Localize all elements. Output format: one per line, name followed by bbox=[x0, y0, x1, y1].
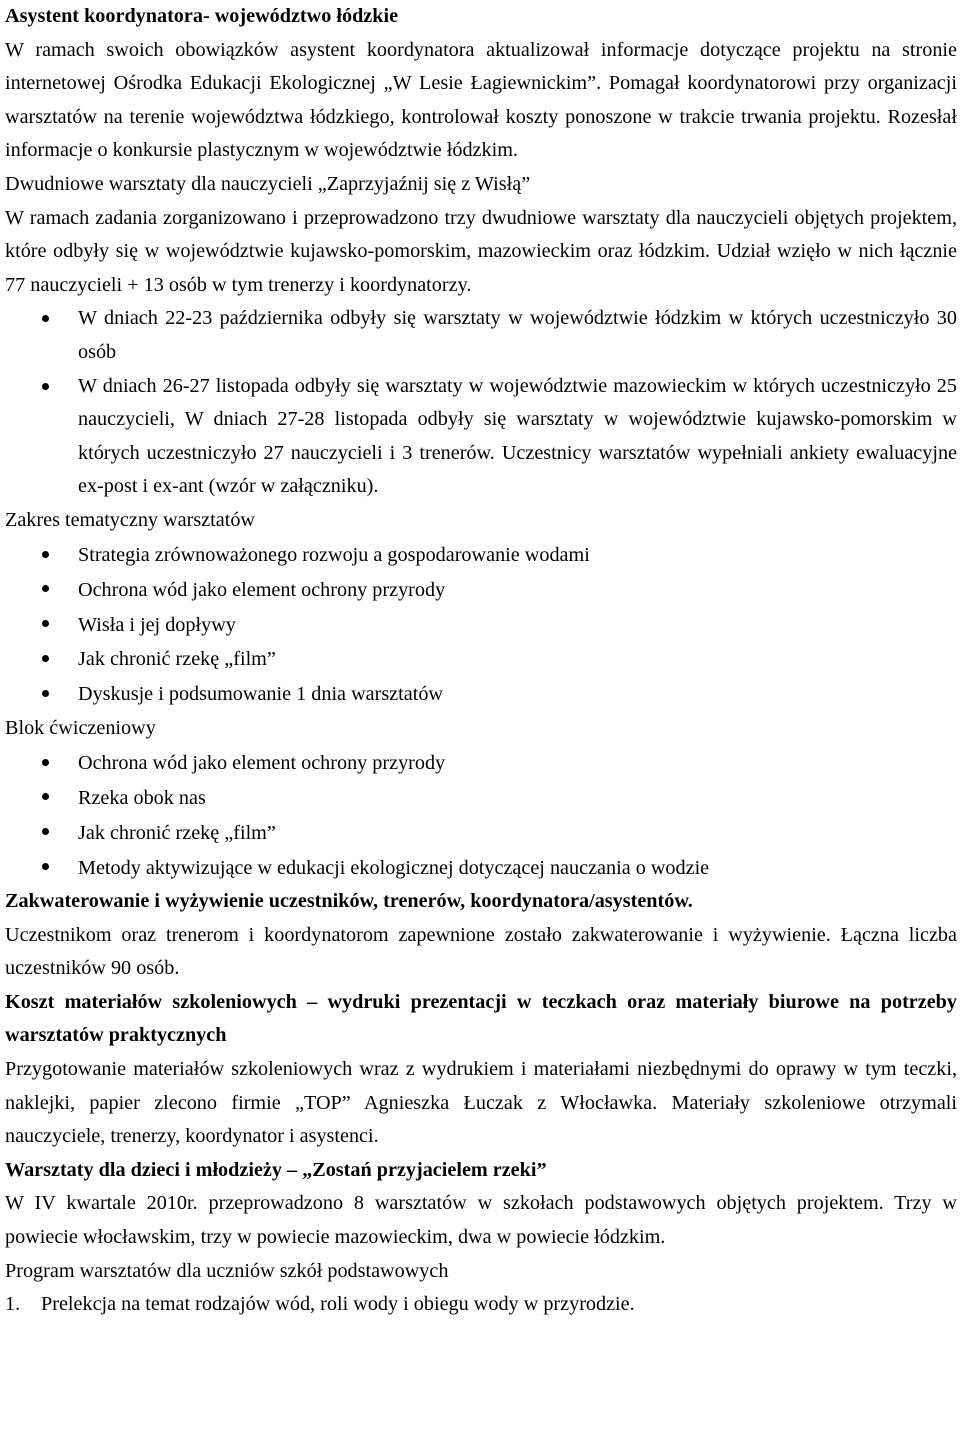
bullet-icon bbox=[42, 315, 49, 322]
topics-list bbox=[5, 538, 957, 712]
list-item-text: Jak chronić rzekę „film” bbox=[78, 821, 276, 844]
bullet-icon bbox=[42, 759, 49, 766]
list-item-text: W dniach 26-27 listopada odbyły się warsztaty w województwie mazowieckim w których uczestniczyło 25 nauczycieli, W dniach 27-28 listopada odbyły się warsztaty w województwie kujawsko-pomorskim w których uczestniczyło 27 nauczycieli i 3 trenerów. Uczestnicy warsztatów wypełniali ankiety ewaluacyjne ex-post i ex-ant (wzór w załączniku). bbox=[78, 374, 957, 498]
materials-paragraph: Przygotowanie materiałów szkoleniowych wraz z wydrukiem i materiałami niezbędnymi do oprawy w tym teczki, naklejki, papier zlecono firmie „TOP” Agnieszka Łuczak z Włocławka. Materiały szkoleniowe otrzymali nauczyciele, trenerzy, koordynator i asystenci. bbox=[5, 1058, 957, 1148]
bullet-icon bbox=[42, 793, 49, 800]
document-page bbox=[5, 0, 957, 1322]
program-title: Program warsztatów dla uczniów szkół podstawowych bbox=[5, 1259, 449, 1282]
bullet-icon bbox=[42, 383, 49, 390]
list-item-text: Jak chronić rzekę „film” bbox=[78, 648, 276, 671]
list-item bbox=[5, 1288, 957, 1322]
program-list bbox=[5, 1288, 957, 1322]
bullet-icon bbox=[42, 828, 49, 835]
list-item-text: Strategia zrównoważonego rozwoju a gospodarowanie wodami bbox=[78, 543, 590, 566]
list-item bbox=[5, 607, 957, 642]
section-heading-materials: Koszt materiałów szkoleniowych – wydruki prezentacji w teczkach oraz materiały biurowe na potrzeby warsztatów praktycznych bbox=[5, 990, 957, 1047]
workshops-paragraph: W ramach zadania zorganizowano i przeprowadzono trzy dwudniowe warsztaty dla nauczycieli objętych projektem, które odbyły się w województwie kujawsko-pomorskim, mazowieckim oraz łódzkim. Udział wzięło w nich łącznie 77 nauczycieli + 13 osób w tym trenerzy i koordynatorzy. bbox=[5, 206, 957, 296]
list-item-text: Ochrona wód jako element ochrony przyrody bbox=[78, 578, 446, 601]
bullet-icon bbox=[42, 585, 49, 592]
bullet-icon bbox=[42, 690, 49, 697]
workshops-title: Dwudniowe warsztaty dla nauczycieli „Zaprzyjaźnij się z Wisłą” bbox=[5, 172, 531, 195]
list-item bbox=[5, 850, 957, 885]
list-item-text: Ochrona wód jako element ochrony przyrody bbox=[78, 751, 446, 774]
list-item bbox=[5, 538, 957, 573]
list-item bbox=[5, 677, 957, 712]
bullet-icon bbox=[42, 655, 49, 662]
section-heading-accommodation: Zakwaterowanie i wyżywienie uczestników, trenerów, koordynatora/asystentów. bbox=[5, 890, 693, 913]
list-item bbox=[5, 572, 957, 607]
list-item-text: Prelekcja na temat rodzajów wód, roli wody i obiegu wody w przyrodzie. bbox=[41, 1293, 635, 1316]
list-item bbox=[5, 815, 957, 850]
bullet-icon bbox=[42, 551, 49, 558]
list-item bbox=[5, 302, 957, 369]
section-heading-children-workshops: Warsztaty dla dzieci i młodzieży – „Zostań przyjacielem rzeki” bbox=[5, 1158, 547, 1181]
list-item-text: Wisła i jej dopływy bbox=[78, 613, 236, 636]
list-item-text: Rzeka obok nas bbox=[78, 786, 206, 809]
list-item-text: W dniach 22-23 października odbyły się warsztaty w województwie łódzkim w których uczestniczyło 30 osób bbox=[78, 307, 957, 363]
list-item bbox=[5, 780, 957, 815]
accommodation-paragraph: Uczestnikom oraz trenerom i koordynatorom zapewnione zostało zakwaterowanie i wyżywienie. Łączna liczba uczestników 90 osób. bbox=[5, 923, 957, 980]
bullet-icon bbox=[42, 863, 49, 870]
bullet-icon bbox=[42, 620, 49, 627]
exercises-list bbox=[5, 746, 957, 886]
children-paragraph: W IV kwartale 2010r. przeprowadzono 8 warsztatów w szkołach podstawowych objętych projektem. Trzy w powiecie włocławskim, trzy w powiecie mazowieckim, dwa w powiecie łódzkim. bbox=[5, 1192, 957, 1249]
topics-title: Zakres tematyczny warsztatów bbox=[5, 508, 255, 531]
list-item-text: Metody aktywizujące w edukacji ekologicznej dotyczącej nauczania o wodzie bbox=[78, 856, 710, 879]
list-item-text: Dyskusje i podsumowanie 1 dnia warsztatów bbox=[78, 683, 443, 706]
workshops-dates-list bbox=[5, 302, 957, 504]
list-item bbox=[5, 642, 957, 677]
assistant-paragraph: W ramach swoich obowiązków asystent koordynatora aktualizował informacje dotyczące projektu na stronie internetowej Ośrodka Edukacji Ekologicznej „W Lesie Łagiewnickim”. Pomagał koordynatorowi przy organizacji warsztatów na terenie województwa łódzkiego, kontrolował koszty ponoszone w trakcie trwania projektu. Rozesłał informacje o konkursie plastycznym w województwie łódzkim. bbox=[5, 38, 957, 162]
section-heading-assistant: Asystent koordynatora- województwo łódzkie bbox=[5, 5, 399, 27]
exercises-title: Blok ćwiczeniowy bbox=[5, 716, 156, 739]
list-item-number: 1. bbox=[5, 1293, 21, 1316]
list-item bbox=[5, 370, 957, 504]
list-item bbox=[5, 746, 957, 781]
